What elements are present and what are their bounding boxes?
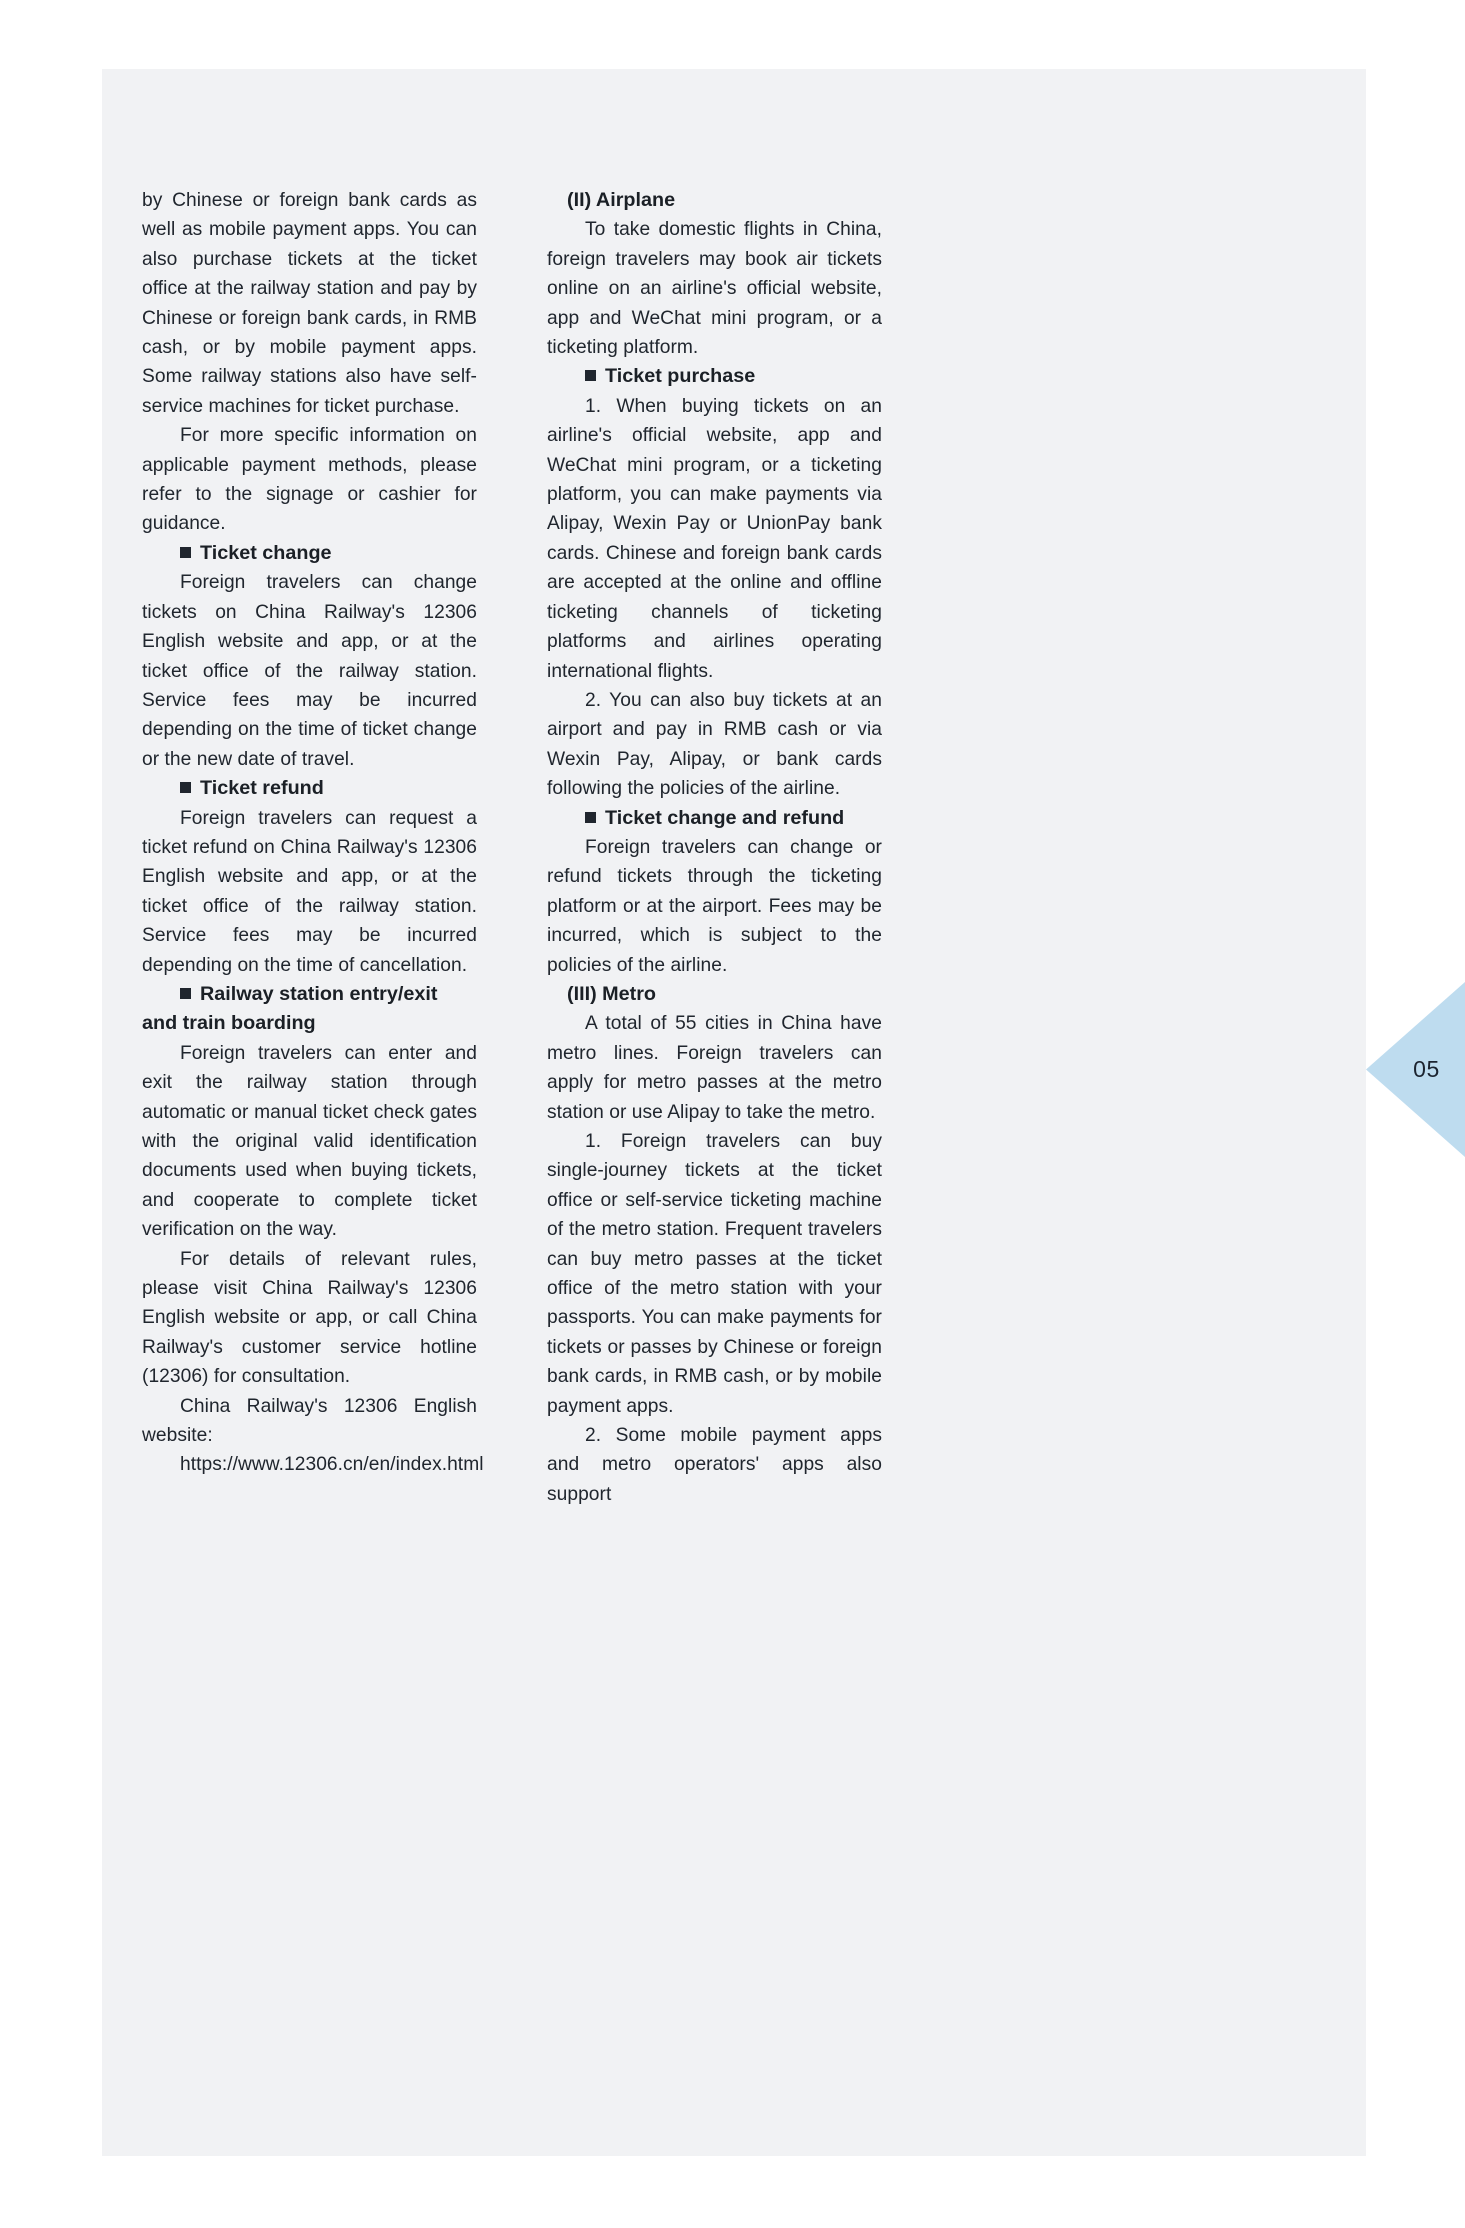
- paragraph-relevant-rules-details: For details of relevant rules, please visit China Railway's 12306 English website or app, or call China Railway's customer service hotline (12306) for consultation.: [142, 1248, 477, 1388]
- paragraph-air-ticket-purchase-2: 2. You can also buy tickets at an airport and pay in RMB cash or via Wexin Pay, Alipay, or bank cards following the policies of the airline.: [547, 689, 882, 800]
- section-heading-metro: (III) Metro: [567, 982, 657, 1005]
- paragraph-metro-1: 1. Foreign travelers can buy single-journey tickets at the ticket office or self-service ticketing machine of the metro station. Frequent travelers can buy metro passes at the ticket office of the metro station with your passports. You can make payments for tickets or passes by Chinese or foreign bank cards, in RMB cash, or by mobile payment apps.: [547, 1131, 882, 1417]
- heading-ticket-change-label: Ticket change: [200, 541, 332, 564]
- paragraph-ticket-change-body: Foreign travelers can change tickets on China Railway's 12306 English website and app, or at the ticket office of the railway station. Service fees may be incurred depending on the time of ticket change or the new date of travel.: [142, 572, 477, 770]
- paragraph-air-change-refund-body: Foreign travelers can change or refund tickets through the ticketing platform or at the airport. Fees may be incurred, which is subject to the policies of the airline.: [547, 836, 882, 976]
- paragraph-website-label: China Railway's 12306 English website:: [142, 1395, 477, 1447]
- square-bullet-icon: [180, 547, 191, 558]
- heading-ticket-refund-label: Ticket refund: [200, 777, 324, 800]
- heading-railway-station-entry-exit-and-train-boarding-label: Railway station entry/exit and train boarding: [142, 982, 438, 1035]
- heading-ticket-purchase-label: Ticket purchase: [605, 365, 756, 388]
- heading-railway-station-entry-exit-and-train-boarding: [142, 980, 477, 1039]
- page-content: [142, 186, 1207, 1509]
- paragraph-metro-2: 2. Some mobile payment apps and metro operators' apps also support: [547, 1425, 882, 1505]
- square-bullet-icon: [180, 782, 191, 793]
- paragraph-metro-intro: A total of 55 cities in China have metro lines. Foreign travelers can apply for metro passes at the metro station or use Alipay to take the metro.: [547, 1013, 882, 1123]
- link-12306-english-website[interactable]: https://www.12306.cn/en/index.html: [180, 1454, 484, 1476]
- heading-ticket-change: [142, 539, 477, 568]
- square-bullet-icon: [585, 812, 596, 823]
- heading-ticket-purchase: [547, 362, 882, 391]
- text-column-left: [142, 186, 484, 1509]
- page-number-badge: [1366, 982, 1465, 1157]
- paragraph-airplane-intro: To take domestic flights in China, foreign travelers may book air tickets online on an airline's official website, app and WeChat mini program, or a ticketing platform.: [547, 219, 882, 359]
- paragraph-more-specific-information: For more specific information on applicable payment methods, please refer to the signage or cashier for guidance.: [142, 425, 477, 535]
- heading-ticket-change-and-refund-label: Ticket change and refund: [605, 806, 845, 829]
- page-number-text: 05: [1413, 1056, 1440, 1082]
- section-heading-airplane: (II) Airplane: [567, 189, 676, 211]
- heading-ticket-change-and-refund: [547, 804, 882, 833]
- paragraph-payment-methods-continued: by Chinese or foreign bank cards as well as mobile payment apps. You can also purchase tickets at the ticket office at the railway station and pay by Chinese or foreign bank cards, in RMB cash, or by mobile payment apps. Some railway stations also have self-service machines for ticket purchase.: [142, 190, 477, 417]
- paragraph-entry-exit-body: Foreign travelers can enter and exit the railway station through automatic or manual ticket check gates with the original valid identification documents used when buying tickets, and cooperate to complete ticket verification on the way.: [142, 1042, 477, 1241]
- square-bullet-icon: [180, 988, 191, 999]
- heading-ticket-refund: [142, 774, 477, 803]
- paragraph-ticket-refund-body: Foreign travelers can request a ticket refund on China Railway's 12306 English website and app, or at the ticket office of the railway station. Service fees may be incurred depending on the time of cancellation.: [142, 807, 477, 976]
- text-column-right: [547, 186, 882, 1509]
- paragraph-air-ticket-purchase-1: 1. When buying tickets on an airline's official website, app and WeChat mini program, or a ticketing platform, you can make payments via Alipay, Wexin Pay or UnionPay bank cards. Chinese and foreign bank cards are accepted at the online and offline ticketing channels of ticketing platforms and airlines operating international flights.: [547, 395, 882, 682]
- square-bullet-icon: [585, 370, 596, 381]
